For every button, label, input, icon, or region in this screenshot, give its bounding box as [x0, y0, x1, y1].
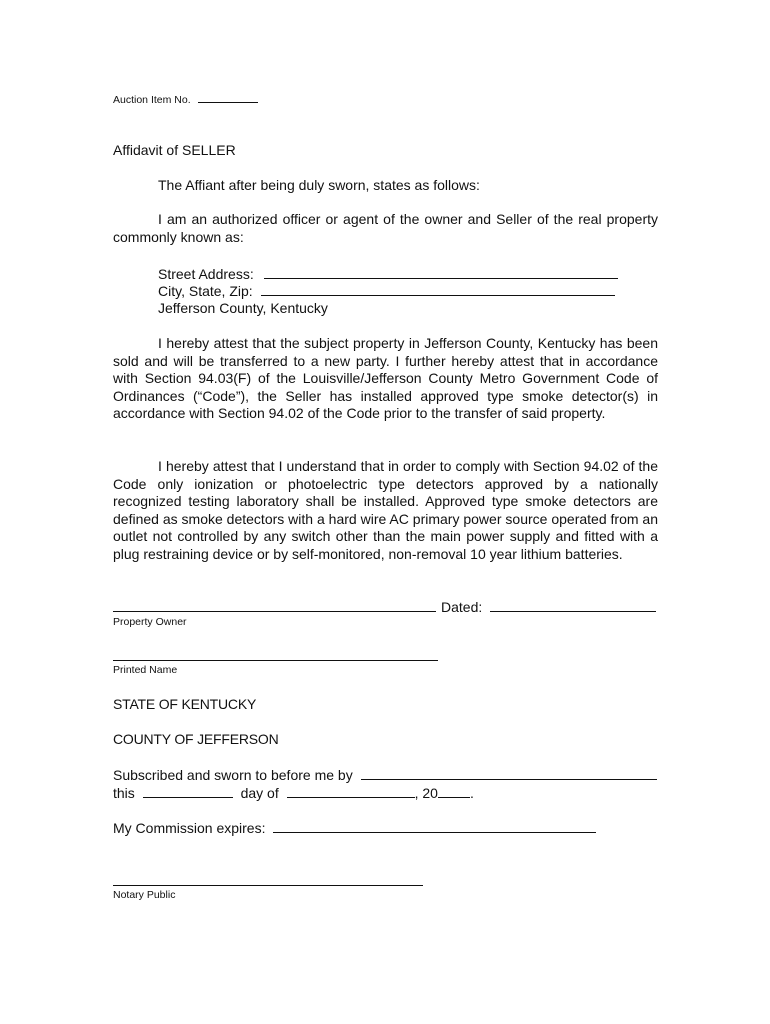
city-state-zip-label: City, State, Zip: — [158, 283, 253, 299]
commission-expires-blank[interactable] — [273, 819, 596, 833]
notary-public-label: Notary Public — [113, 889, 176, 901]
this-day-row — [113, 784, 474, 803]
day-of-label: day of — [240, 785, 279, 801]
street-address-blank[interactable] — [264, 265, 618, 279]
authorization-paragraph: I am an authorized officer or agent of the owner and Seller of the real property commonly known as: — [113, 211, 658, 245]
commission-label: My Commission expires: — [113, 820, 266, 836]
year-suffix: . — [469, 785, 474, 801]
printed-name-label: Printed Name — [113, 664, 178, 676]
commission-row — [113, 819, 596, 838]
year-blank[interactable] — [438, 784, 470, 798]
subscribed-row — [113, 766, 657, 785]
notary-signature-line[interactable] — [113, 885, 423, 886]
subscribed-by-blank[interactable] — [361, 766, 657, 780]
month-blank[interactable] — [287, 784, 415, 798]
dated-label: Dated: — [441, 599, 483, 615]
dated-blank[interactable] — [490, 598, 656, 612]
street-address-label: Street Address: — [158, 266, 254, 282]
dated-row — [441, 598, 656, 617]
intro-statement: The Affiant after being duly sworn, states as follows: — [158, 177, 480, 193]
auction-item-label: Auction Item No. — [113, 94, 191, 106]
city-state-zip-blank[interactable] — [261, 282, 615, 296]
this-label: this — [113, 785, 135, 801]
property-owner-label: Property Owner — [113, 616, 187, 628]
printed-name-line[interactable] — [113, 660, 438, 661]
year-prefix: , 20 — [414, 785, 438, 801]
city-state-zip-row — [158, 282, 615, 301]
day-number-blank[interactable] — [143, 784, 233, 798]
state-heading: STATE OF KENTUCKY — [113, 696, 257, 712]
attestation-paragraph-1: I hereby attest that the subject property in Jefferson County, Kentucky has been sold and will be transferred to a new party. I further hereby attest that in accordance with Section 94.03(F) of the Louisville/Jefferson County Metro Government Code of Ordinances (“Code”), the Seller has installed approved type smoke detector(s) in accordance with Section 94.02 of the Code prior to the transfer of said property. — [113, 335, 658, 422]
street-address-row — [158, 265, 618, 284]
property-owner-signature-line[interactable] — [113, 611, 436, 612]
county-heading: COUNTY OF JEFFERSON — [113, 731, 279, 747]
county-line: Jefferson County, Kentucky — [158, 300, 328, 316]
document-title: Affidavit of SELLER — [113, 142, 236, 158]
attestation-paragraph-2: I hereby attest that I understand that in order to comply with Section 94.02 of the Code only ionization or photoelectric type detectors approved by a nationally recognized testing laboratory shall be installed. Approved type smoke detectors are defined as smoke detectors with a hard wire AC primary power source operated from an outlet not controlled by any switch other than the main power supply and fitted with a plug restraining device or by self-monitored, non-removal 10 year lithium batteries. — [113, 458, 658, 562]
subscribed-label: Subscribed and sworn to before me by — [113, 767, 353, 783]
auction-item-blank[interactable] — [198, 93, 258, 103]
auction-item-row — [113, 93, 258, 106]
